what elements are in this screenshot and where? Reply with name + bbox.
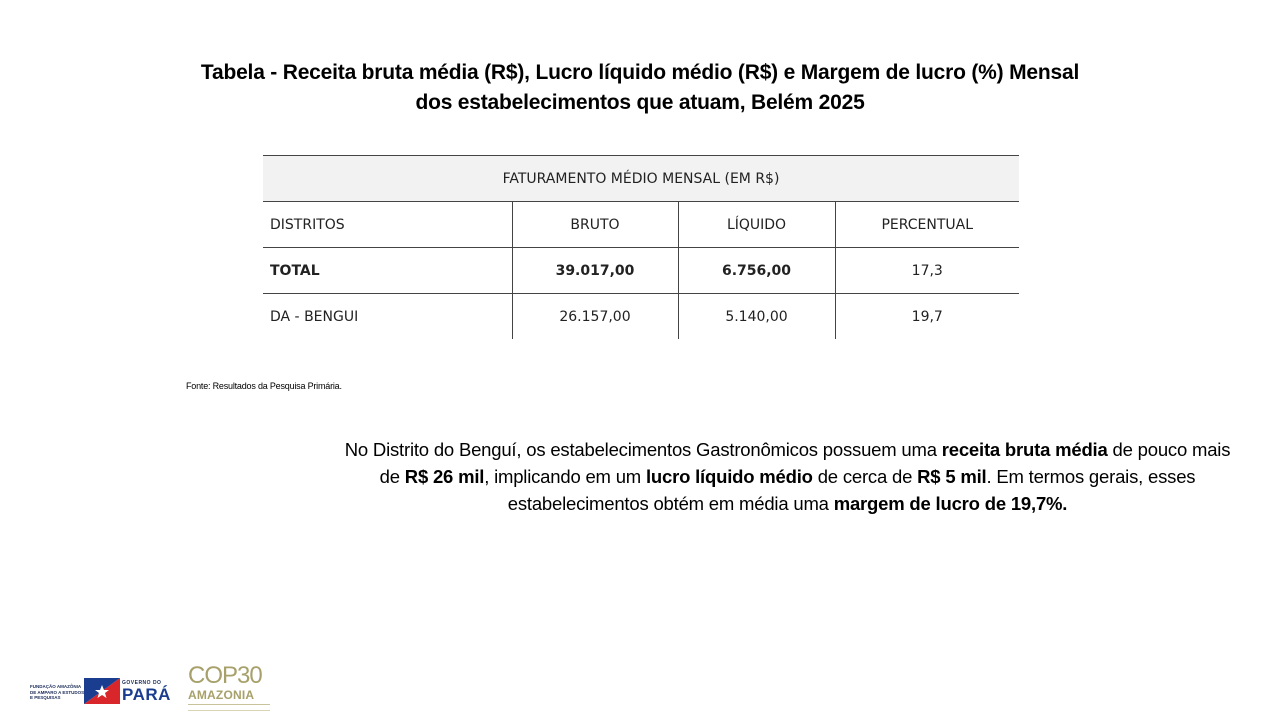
amazonia-text: AMAZONIA [188,688,255,702]
header-liquido: LÍQUIDO [678,202,835,248]
cell-liquido: 6.756,00 [678,248,835,294]
cell-distrito: DA - BENGUI [270,308,359,325]
para-bold: margem de lucro de 19,7%. [833,493,1068,514]
title-line-1: Tabela - Receita bruta média (R$), Lucro líquido médio (R$) e Margem de lucro (%) Mensal [200,61,1080,84]
cell-liquido: 5.140,00 [678,294,835,340]
table-row [263,248,1019,294]
para-text: , implicando em um [484,466,646,487]
para-bold: lucro líquido médio [645,466,813,487]
cop30-text: COP30 [188,662,262,689]
para-text: No Distrito do Benguí, os estabelecimentos Gastronômicos possuem uma [344,439,942,460]
header-distritos: DISTRITOS [263,202,512,248]
revenue-table [263,155,1019,339]
table-row [263,294,1019,340]
para-text: de cerca de [812,466,918,487]
para-bold: R$ 26 mil [404,466,485,487]
logo-divider [188,710,270,711]
page-title [0,58,1280,118]
cell-percentual: 19,7 [835,294,1019,340]
para-flag-icon [84,678,120,704]
para-bold: receita bruta média [941,439,1108,460]
header-percentual: PERCENTUAL [835,202,1019,248]
cell-distrito: TOTAL [263,248,512,294]
table-header-row [263,202,1019,248]
footer-logos [30,662,280,718]
para-text: de pouco mais de [379,439,1231,487]
cell-bruto: 26.157,00 [512,294,678,340]
para-logo: PARÁ [122,685,171,704]
cop30-logo [188,664,272,716]
summary-paragraph [340,436,1235,517]
table-caption: FATURAMENTO MÉDIO MENSAL (EM R$) [263,156,1019,202]
cell-percentual: 17,3 [835,248,1019,294]
gov-label: GOVERNO DO [122,680,162,686]
source-note: Fonte: Resultados da Pesquisa Primária. [186,381,342,391]
header-bruto: BRUTO [512,202,678,248]
logo-divider [188,704,270,705]
cell-bruto: 39.017,00 [512,248,678,294]
para-bold: R$ 5 mil [917,466,987,487]
para-text: . Em termos gerais, esses estabelecimentos obtém em média uma [507,466,1196,514]
fapespa-logo: FUNDAÇÃO AMAZÔNIA DE AMPARO A ESTUDOS E PESQUISAS [30,684,85,700]
title-line-2: dos estabelecimentos que atuam, Belém 2025 [415,91,865,114]
